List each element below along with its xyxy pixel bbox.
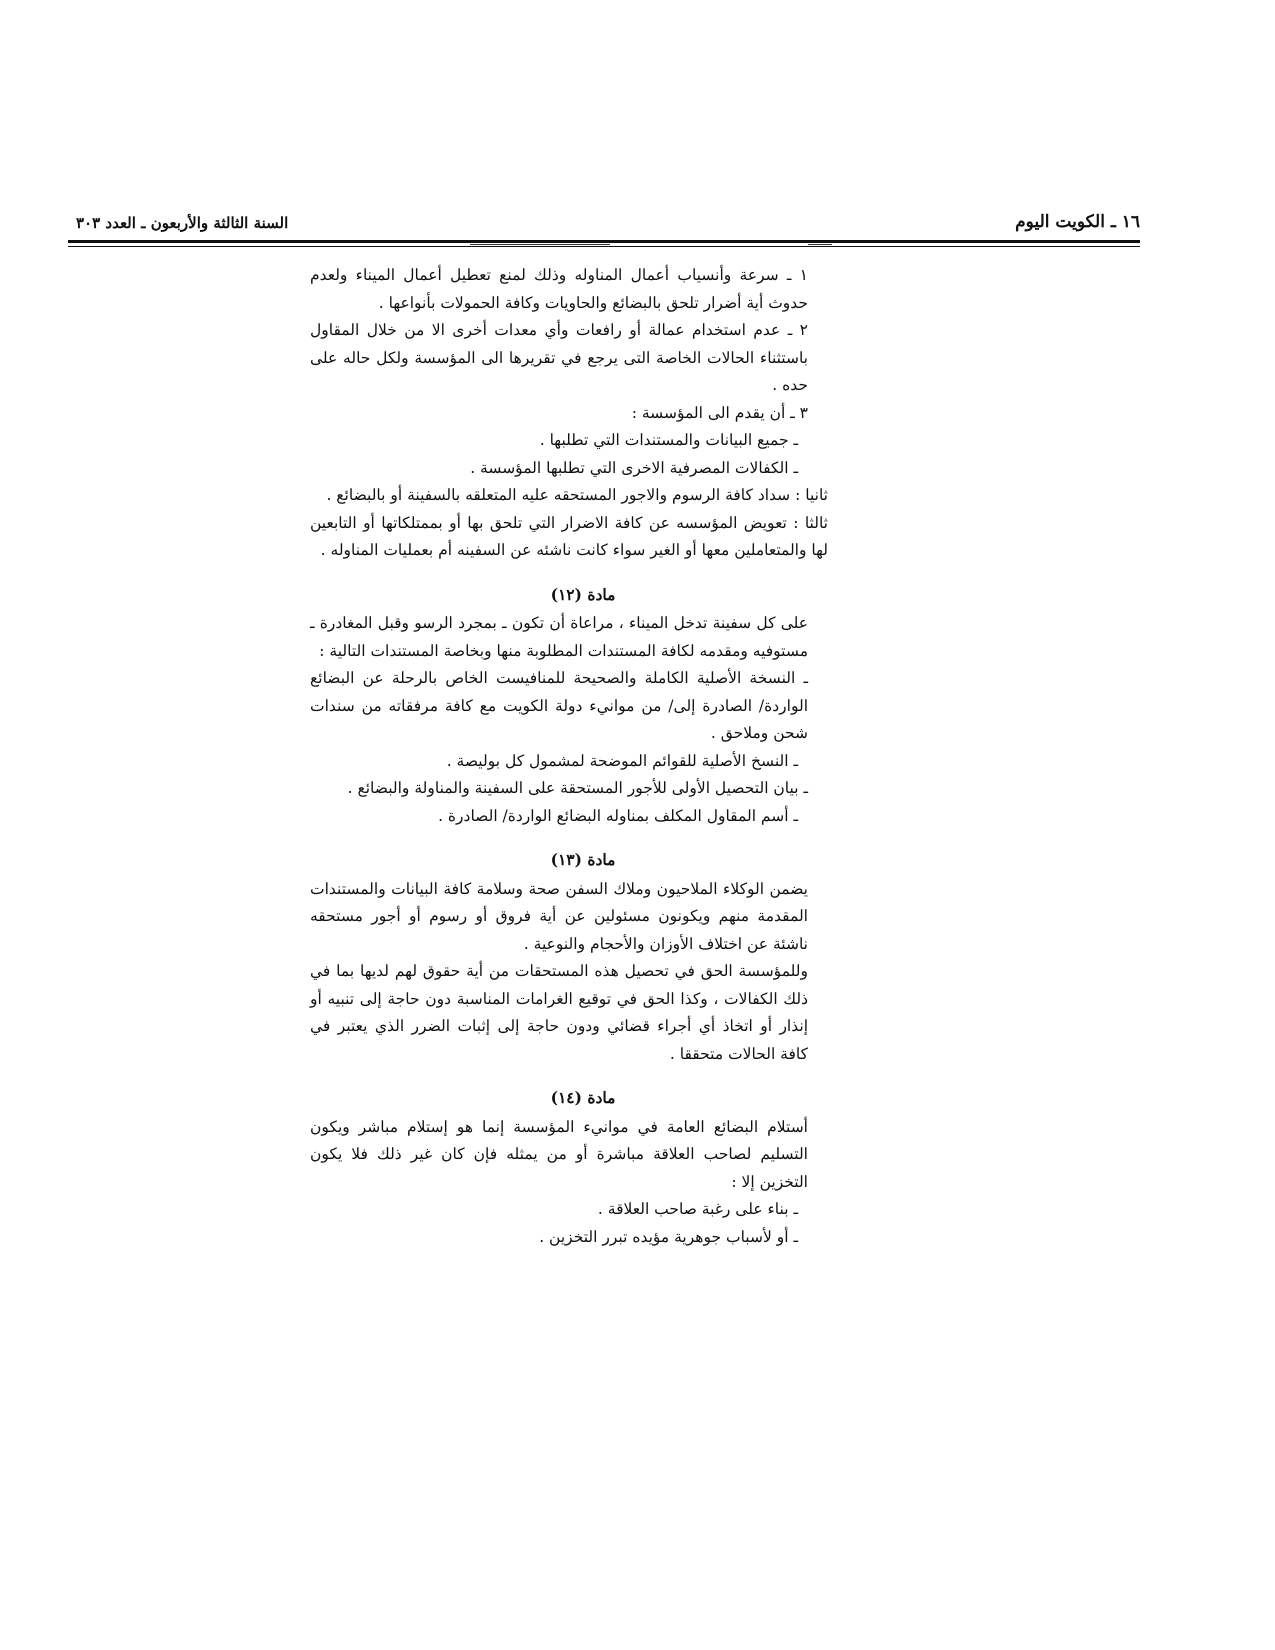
paragraph: على كل سفينة تدخل الميناء ، مراعاة أن تكون ـ بمجرد الرسو وقبل المغادرة ـ مستوفيه ومقدمه لكافة المستندات المطلوبة منها وبخاصة المستندات التالية : [310,614,808,660]
header-issue-info: السنة الثالثة والأربعون ـ العدد ٣٠٣ [76,214,289,232]
article-heading-14: مادة (١٤) [550,1088,616,1107]
header-rule-thin [68,246,1140,247]
list-item: ـ النسخ الأصلية للقوائم الموضحة لمشمول كل بوليصة . [446,751,798,770]
list-item: ـ أو لأسباب جوهرية مؤيده تبرر التخزين . [539,1227,798,1246]
paragraph: ثالثا : تعويض المؤسسه عن كافة الاضرار التي تلحق بها أو بممتلكاتها أو التابعين لها والمتعاملين معها أو الغير سواء كانت ناشئه عن السفينه أم بعمليات المناوله . [310,513,828,559]
paragraph: أستلام البضائع العامة في موانيء المؤسسة إنما هو إستلام مباشر ويكون التسليم لصاحب العلاقة مباشرة أو من يمثله فإن كان غير ذلك فلا يكون التخزين إلا : [310,1117,808,1191]
scan-artifact-line [808,244,832,245]
main-text-column [310,262,856,1251]
paragraph: يضمن الوكلاء الملاحيون وملاك السفن صحة وسلامة كافة البيانات والمستندات المقدمة منهم ويكونون مسئولين عن أية فروق أو رسوم أو أجور مستحقه ناشئة عن اختلاف الأوزان والأحجام والنوعية . [310,879,808,953]
paragraph: وللمؤسسة الحق في تحصيل هذه المستحقات من أية حقوق لهم لديها بما في ذلك الكفالات ، وكذا الحق في توقيع الغرامات المناسبة دون حاجة إلى تنبيه أو إنذار أو اتخاذ أي أجراء قضائي ودون حاجة إلى إثبات الضرر الذي يعتبر في كافة الحالات متحققا . [310,962,808,1063]
scan-artifact-line [470,244,610,245]
list-item: ـ النسخة الأصلية الكاملة والصحيحة للمنافيست الخاص بالرحلة عن البضائع الواردة/ الصادرة إلى/ من موانيء دولة الكويت مع كافة مرفقاته من سندات شحن وملاحق . [310,669,808,742]
paragraph: ٢ ـ عدم استخدام عمالة أو رافعات وأي معدات أخرى الا من خلال المقاول باستثناء الحالات الخاصة التى يرجع في تقريرها الى المؤسسة ولكل حاله على حده . [310,321,808,394]
article-heading-12: مادة (١٢) [550,584,616,604]
header-page-number-and-title: ١٦ ـ الكويت اليوم [1015,212,1140,232]
article-heading-13: مادة (١٣) [550,850,616,869]
paragraph: ١ ـ سرعة وأنسياب أعمال المناوله وذلك لمنع تعطيل أعمال الميناء ولعدم حدوث أية أضرار تلحق بالبضائع والحاويات وكافة الحمولات بأنواعها . [310,266,808,312]
list-item: ـ بناء على رغبة صاحب العلاقة . [597,1200,798,1218]
list-item: ـ الكفالات المصرفية الاخرى التي تطلبها المؤسسة . [470,458,798,477]
header-rule-thick [68,240,1140,243]
list-item: ـ أسم المقاول المكلف بمناوله البضائع الواردة/ الصادرة . [438,806,798,825]
paragraph: ثانيا : سداد كافة الرسوم والاجور المستحقه عليه المتعلقه بالسفينة أو بالبضائع . [326,486,828,504]
list-item: ـ جميع البيانات والمستندات التي تطلبها . [539,431,798,449]
list-item: ـ بيان التحصيل الأولى للأجور المستحقة على السفينة والمناولة والبضائع . [347,779,808,797]
paragraph: ٣ ـ أن يقدم الى المؤسسة : [631,403,808,422]
